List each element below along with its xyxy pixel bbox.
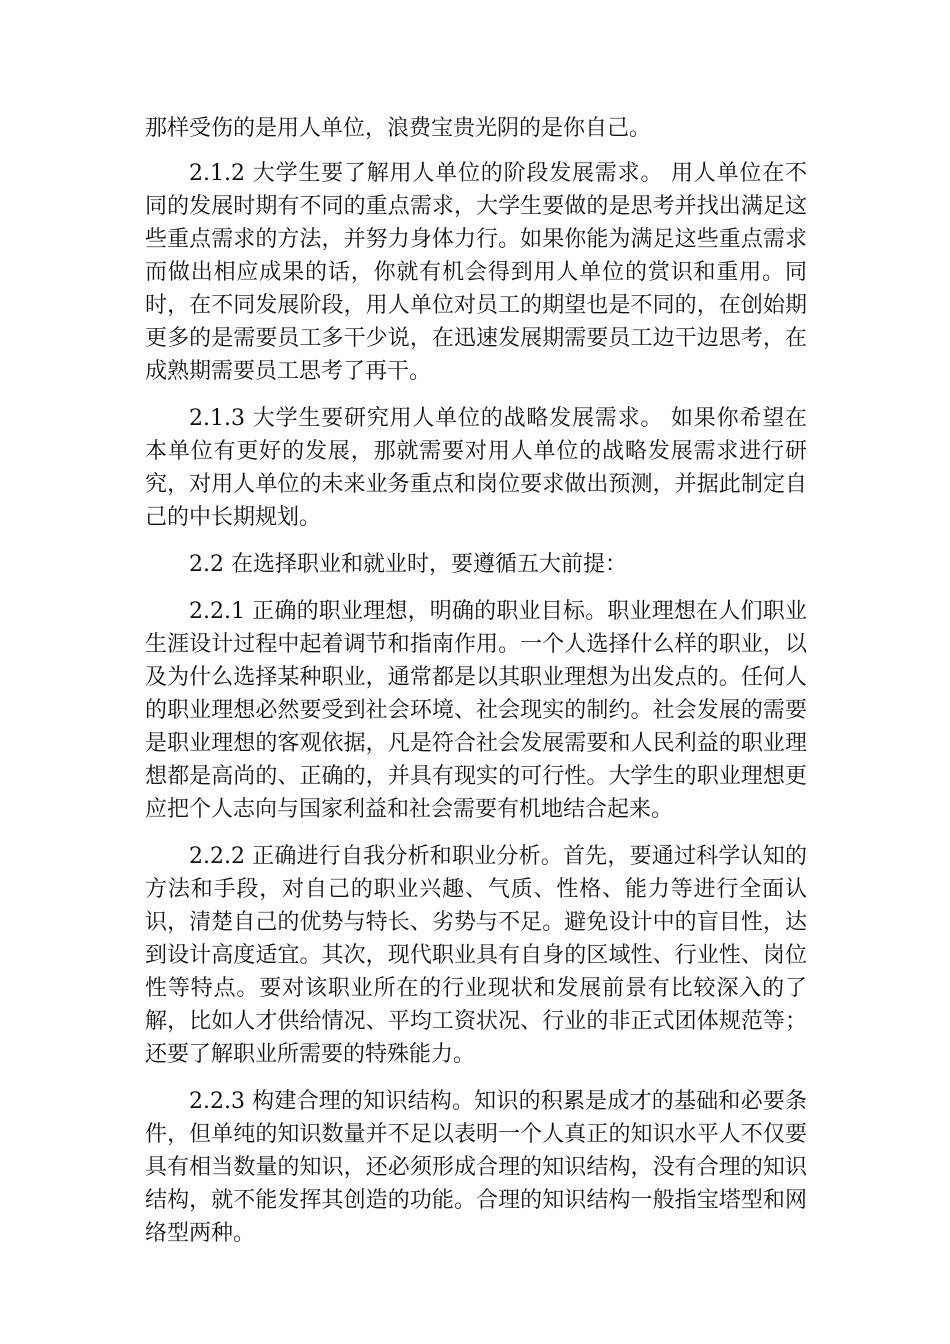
paragraph-2-2-3: 2.2.3 构建合理的知识结构。知识的积累是成才的基础和必要条件，但单纯的知识数量并不足以表明一个人真正的知识水平人不仅要具有相当数量的知识，还必须形成合理的知识结构，没有合理的知识结构，就不能发挥其创造的功能。合理的知识结构一般指宝塔型和网络型两种。 (145, 1089, 807, 1246)
paragraph-2-1-2: 2.1.2 大学生要了解用人单位的阶段发展需求。 用人单位在不同的发展时期有不同的重点需求，大学生要做的是思考并找出满足这些重点需求的方法，并努力身体力行。如果你能为满足这些重点需求而做出相应成果的话，你就有机会得到用人单位的赏识和重用。同时，在不同发展阶段，用人单位对员工的期望也是不同的，在创始期更多的是需要员工多干少说，在迅速发展期需要员工边干边思考，在成熟期需要员工思考了再干。 (145, 161, 807, 384)
paragraph-2-2-1: 2.2.1 正确的职业理想，明确的职业目标。职业理想在人们职业生涯设计过程中起着调节和指南作用。一个人选择什么样的职业，以及为什么选择某种职业，通常都是以其职业理想为出发点的。任何人的职业理想必然要受到社会环境、社会现实的制约。社会发展的需要是职业理想的客观依据，凡是符合社会发展需要和人民利益的职业理想都是高尚的、正确的，并具有现实的可行性。大学生的职业理想更应把个人志向与国家利益和社会需要有机地结合起来。 (145, 599, 807, 822)
paragraph-2-2-heading: 2.2 在选择职业和就业时，要遵循五大前提： (189, 552, 627, 577)
paragraph-continuation: 那样受伤的是用人单位，浪费宝贵光阴的是你自己。 (145, 116, 652, 141)
document-body (145, 112, 807, 1264)
paragraph-2-2-2: 2.2.2 正确进行自我分析和职业分析。首先，要通过科学认知的方法和手段，对自己的职业兴趣、气质、性格、能力等进行全面认识，清楚自己的优势与特长、劣势与不足。避免设计中的盲目性，达到设计高度适宜。其次，现代职业具有自身的区域性、行业性、岗位性等特点。要对该职业所在的行业现状和发展前景有比较深入的了解，比如人才供给情况、平均工资状况、行业的非正式团体规范等；还要了解职业所需要的特殊能力。 (145, 844, 807, 1067)
paragraph-2-1-3: 2.1.3 大学生要研究用人单位的战略发展需求。 如果你希望在本单位有更好的发展，那就需要对用人单位的战略发展需求进行研究，对用人单位的未来业务重点和岗位要求做出预测，并据此制定自己的中长期规划。 (145, 406, 807, 530)
